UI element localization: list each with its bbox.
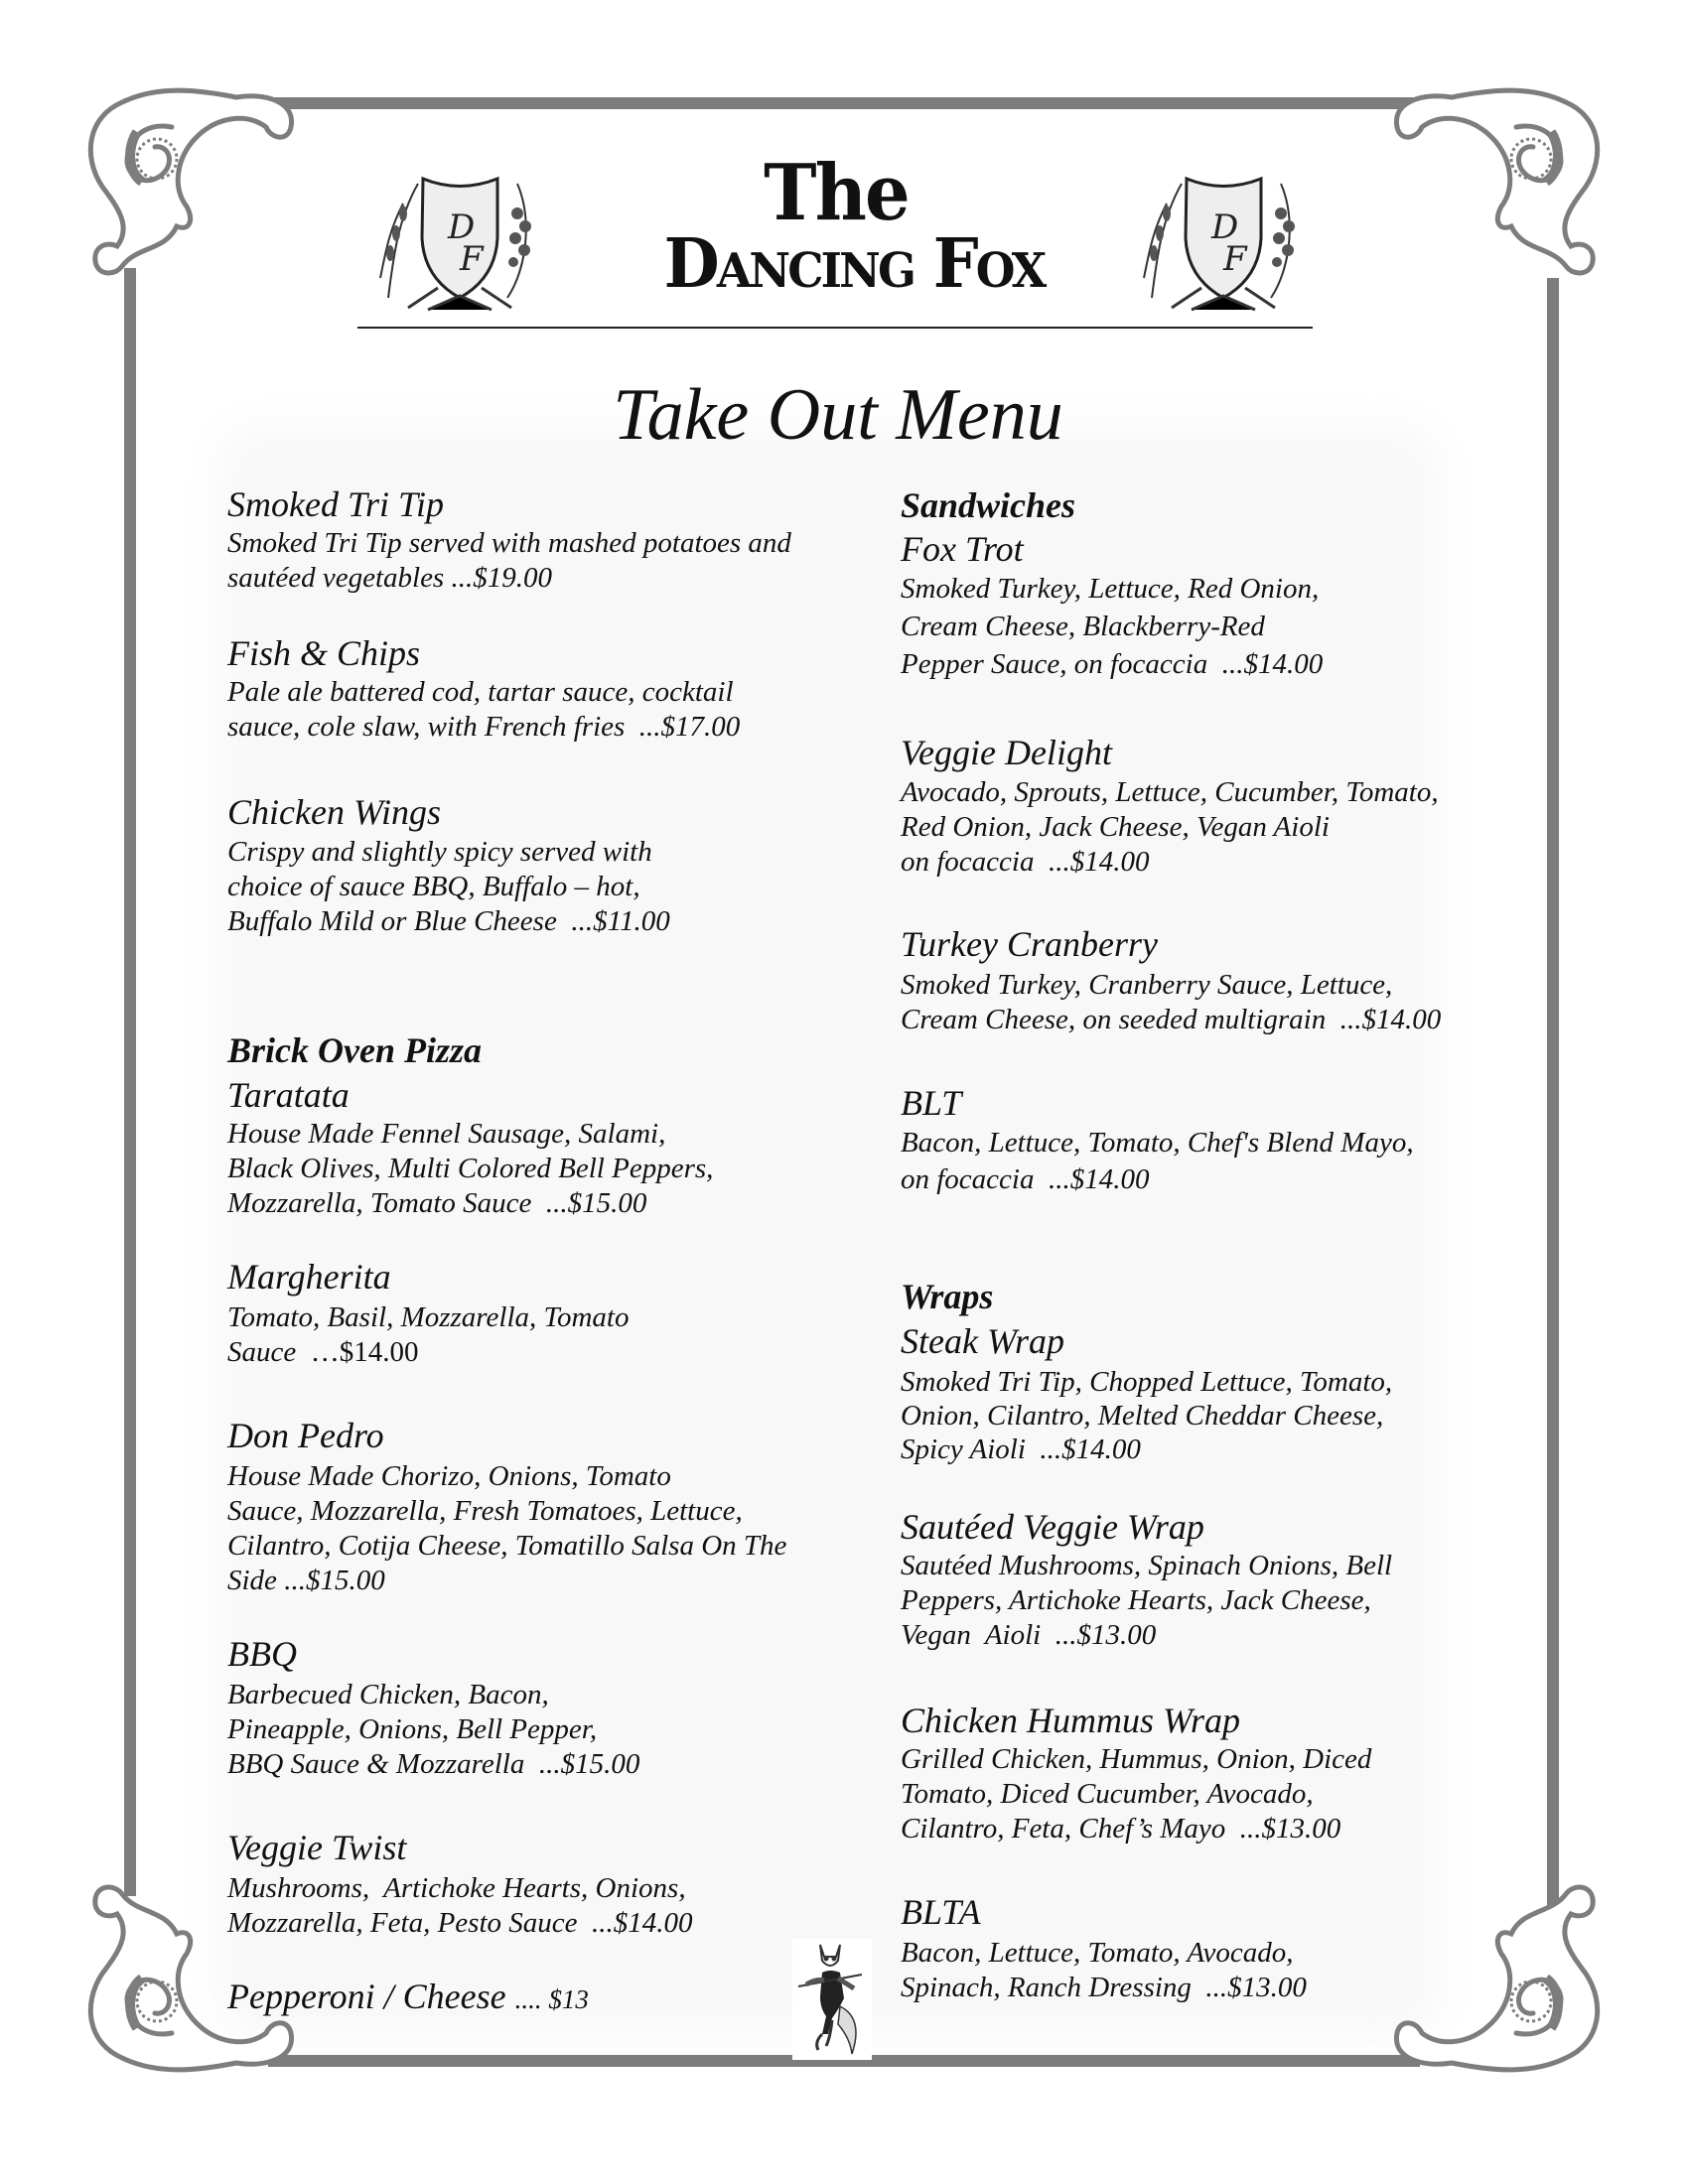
price: ...$15.00	[284, 1565, 385, 1596]
price: ...$11.00	[571, 905, 670, 937]
description-line: Peppers, Artichoke Hearts, Jack Cheese,	[901, 1584, 1371, 1616]
item-name-blta: BLTA	[901, 1892, 981, 1932]
item-name-steak-wrap: Steak Wrap	[901, 1321, 1064, 1361]
svg-text:F: F	[1223, 239, 1247, 279]
price: .... $13	[514, 1984, 589, 2014]
corner-ornament-top-right-icon	[1382, 77, 1611, 306]
description-line: Red Onion, Jack Cheese, Vegan Aioli	[901, 811, 1330, 843]
item-description-taratata	[227, 1117, 713, 1221]
description-line: sauce, cole slaw, with French fries ...$17.00	[227, 711, 741, 743]
description-line: Cream Cheese, Blackberry-Red	[901, 611, 1265, 642]
description-line: Cilantro, Feta, Chef’s Mayo ...$13.00	[901, 1813, 1341, 1844]
description-line: Cilantro, Cotija Cheese, Tomatillo Salsa On The	[227, 1530, 787, 1562]
section-title-brick-oven-pizza: Brick Oven Pizza	[227, 1030, 482, 1070]
description-line: Tomato, Diced Cucumber, Avocado,	[901, 1778, 1314, 1810]
item-description-blta	[901, 1936, 1307, 2005]
description-line: Side ...$15.00	[227, 1565, 385, 1596]
item-description-sauteed-veggie-wrap	[901, 1549, 1392, 1653]
price: ...$14.00	[592, 1907, 693, 1939]
item-name-don-pedro: Don Pedro	[227, 1416, 384, 1455]
item-name-turkey-cranberry: Turkey Cranberry	[901, 924, 1158, 964]
frame-border-right	[1547, 278, 1559, 1906]
description-line: Smoked Tri Tip, Chopped Lettuce, Tomato,	[901, 1366, 1393, 1398]
frame-border-left	[124, 268, 136, 1896]
dancing-fox-mascot	[792, 1939, 872, 2060]
description-line: Crispy and slightly spicy served with	[227, 836, 652, 868]
description-line: Sautéed Mushrooms, Spinach Onions, Bell	[901, 1550, 1393, 1581]
price: ...$14.00	[1339, 1004, 1442, 1035]
description-line: Smoked Tri Tip served with mashed potatoes and	[227, 527, 791, 559]
description-line: on focaccia ...$14.00	[901, 846, 1150, 878]
crest-left-icon	[368, 159, 551, 314]
description-line: sautéed vegetables ...$19.00	[227, 562, 552, 594]
description-line: Mushrooms, Artichoke Hearts, Onions,	[227, 1872, 686, 1904]
item-name-pepperoni-cheese	[227, 1979, 589, 2017]
price: ...$14.00	[1221, 648, 1324, 680]
item-description-chicken-wings	[227, 835, 670, 939]
svg-text:F: F	[460, 239, 484, 279]
section-title-wraps: Wraps	[901, 1277, 994, 1316]
item-name-chicken-wings: Chicken Wings	[227, 792, 441, 832]
item-description-turkey-cranberry	[901, 968, 1441, 1037]
item-name-bbq: BBQ	[227, 1634, 297, 1674]
price: ...$17.00	[638, 711, 741, 743]
item-name-fish-chips: Fish & Chips	[227, 633, 421, 673]
dancing-fox-fiddler-icon	[792, 1939, 872, 2060]
item-description-veggie-delight	[901, 775, 1439, 880]
item-description-fox-trot	[901, 570, 1323, 683]
description-line: Grilled Chicken, Hummus, Onion, Diced	[901, 1743, 1372, 1775]
item-name-smoked-tri-tip: Smoked Tri Tip	[227, 484, 445, 524]
description-line: Pale ale battered cod, tartar sauce, cocktail	[227, 676, 734, 708]
description-line: Pepper Sauce, on focaccia ...$14.00	[901, 648, 1324, 680]
item-name-veggie-twist: Veggie Twist	[227, 1828, 407, 1867]
item-description-veggie-twist	[227, 1871, 693, 1941]
price: ...$19.00	[451, 562, 552, 594]
description-line: Spinach, Ranch Dressing ...$13.00	[901, 1972, 1307, 2003]
item-description-bbq	[227, 1678, 639, 1782]
logo-line-2: Dancing Fox	[663, 224, 1045, 304]
description-line: House Made Fennel Sausage, Salami,	[227, 1118, 666, 1150]
header-divider	[357, 327, 1313, 329]
description-line: Black Olives, Multi Colored Bell Peppers,	[227, 1153, 714, 1184]
price: ...$13.00	[1239, 1813, 1341, 1844]
crest-right-icon	[1132, 159, 1315, 314]
item-name-blt: BLT	[901, 1083, 962, 1123]
description-line: Barbecued Chicken, Bacon,	[227, 1679, 549, 1710]
price: ...$15.00	[545, 1187, 647, 1219]
description-line: BBQ Sauce & Mozzarella ...$15.00	[227, 1748, 640, 1780]
svg-text:D: D	[448, 207, 476, 247]
section-title-sandwiches: Sandwiches	[901, 485, 1076, 525]
item-description-don-pedro	[227, 1459, 786, 1598]
item-name-margherita: Margherita	[227, 1257, 391, 1297]
price: ...$14.00	[1048, 846, 1150, 878]
item-name-text: Pepperoni / Cheese	[227, 1977, 506, 2016]
description-line: Mozzarella, Tomato Sauce ...$15.00	[227, 1187, 647, 1219]
description-line: Avocado, Sprouts, Lettuce, Cucumber, Tomato,	[901, 776, 1439, 808]
description-line: Vegan Aioli ...$13.00	[901, 1619, 1157, 1651]
corner-ornament-bottom-right-icon	[1382, 1854, 1611, 2083]
description-line: Pineapple, Onions, Bell Pepper,	[227, 1713, 598, 1745]
page-title: Take Out Menu	[613, 374, 1063, 456]
description-line: choice of sauce BBQ, Buffalo – hot,	[227, 871, 640, 902]
description-line: House Made Chorizo, Onions, Tomato	[227, 1460, 671, 1492]
description-line: Sauce, Mozzarella, Fresh Tomatoes, Lettuce,	[227, 1495, 743, 1527]
description-line: Sauce …$14.00	[227, 1336, 419, 1368]
description-line: Buffalo Mild or Blue Cheese ...$11.00	[227, 905, 670, 937]
description-line: Mozzarella, Feta, Pesto Sauce ...$14.00	[227, 1907, 693, 1939]
description-line: on focaccia ...$14.00	[901, 1163, 1150, 1195]
item-description-smoked-tri-tip	[227, 526, 791, 596]
corner-ornament-top-left-icon	[77, 77, 306, 306]
frame-border-top	[238, 97, 1440, 109]
price: ...$14.00	[1048, 1163, 1150, 1195]
price: ...$13.00	[1205, 1972, 1307, 2003]
description-line: Bacon, Lettuce, Tomato, Chef's Blend Mayo,	[901, 1127, 1414, 1159]
description-line: Cream Cheese, on seeded multigrain ...$14.00	[901, 1004, 1442, 1035]
item-name-veggie-delight: Veggie Delight	[901, 733, 1112, 772]
description-line: Spicy Aioli ...$14.00	[901, 1433, 1141, 1465]
description-line: Bacon, Lettuce, Tomato, Avocado,	[901, 1937, 1294, 1969]
item-description-chicken-hummus-wrap	[901, 1742, 1371, 1846]
price: ...$13.00	[1055, 1619, 1157, 1651]
svg-text:D: D	[1211, 207, 1239, 247]
item-name-sauteed-veggie-wrap: Sautéed Veggie Wrap	[901, 1507, 1204, 1547]
item-description-fish-chips	[227, 675, 740, 745]
description-line: Tomato, Basil, Mozzarella, Tomato	[227, 1301, 630, 1333]
price: …$14.00	[310, 1336, 419, 1368]
description-line: Smoked Turkey, Cranberry Sauce, Lettuce,	[901, 969, 1393, 1001]
price: ...$14.00	[1040, 1433, 1141, 1465]
item-description-blt	[901, 1125, 1414, 1198]
price: ...$15.00	[538, 1748, 640, 1780]
item-description-steak-wrap	[901, 1365, 1392, 1466]
item-description-margherita	[227, 1300, 629, 1370]
item-name-taratata: Taratata	[227, 1075, 350, 1115]
item-name-fox-trot: Fox Trot	[901, 529, 1024, 569]
description-line: Onion, Cilantro, Melted Cheddar Cheese,	[901, 1400, 1384, 1432]
item-name-chicken-hummus-wrap: Chicken Hummus Wrap	[901, 1701, 1240, 1740]
logo-line-1: The	[764, 148, 909, 238]
description-line: Smoked Turkey, Lettuce, Red Onion,	[901, 573, 1320, 605]
